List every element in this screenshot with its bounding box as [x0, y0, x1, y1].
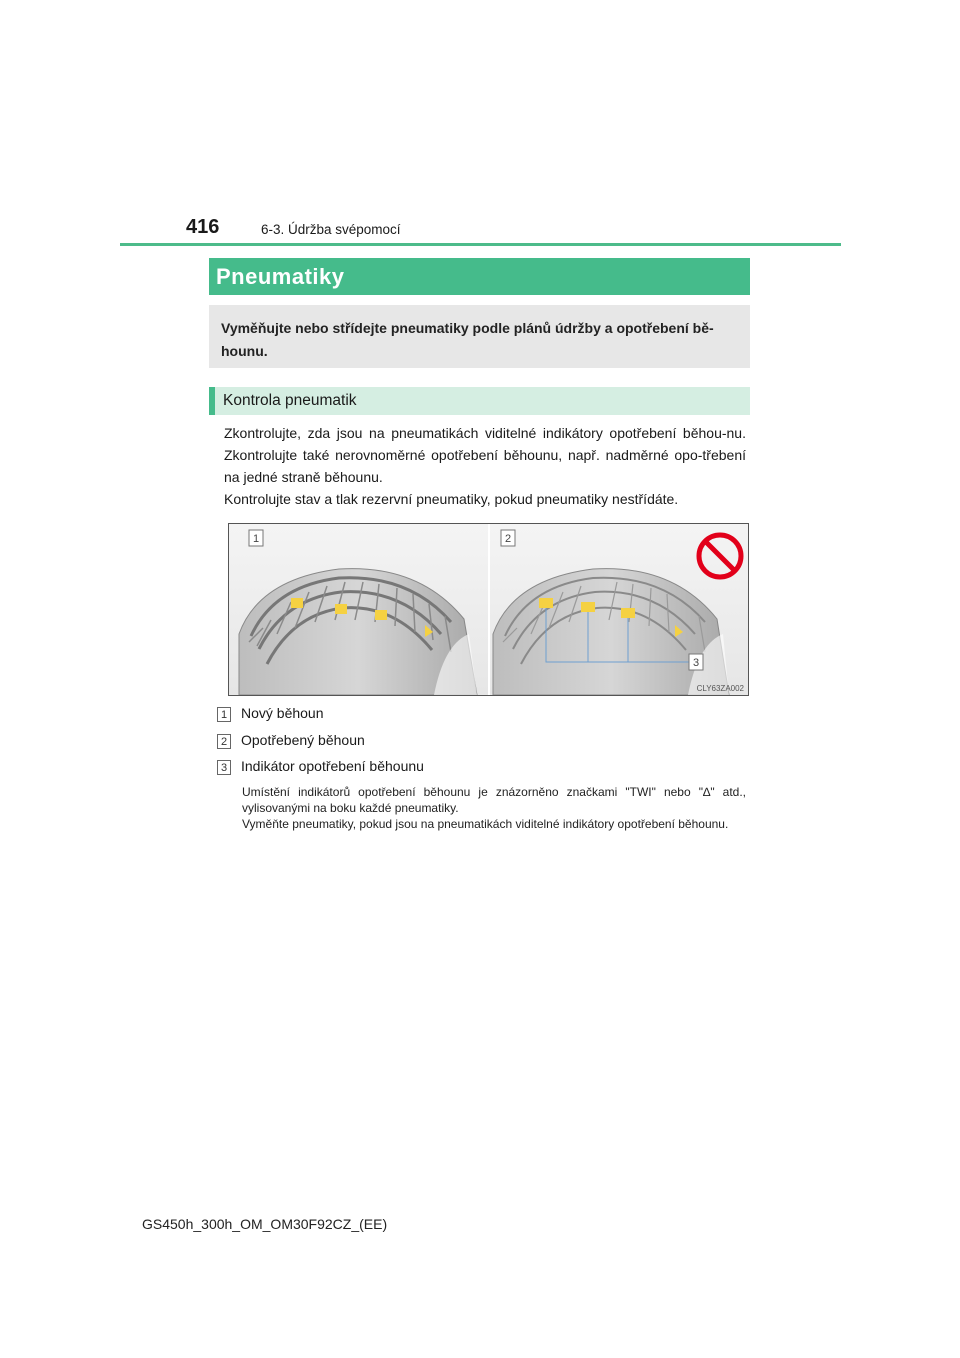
- legend-item-1: [217, 703, 324, 723]
- legend-item-2: [217, 730, 365, 750]
- tire-illustration: [229, 524, 748, 695]
- section-title: 6-3. Údržba svépomocí: [261, 222, 401, 237]
- body-paragraph-2: Kontrolujte stav a tlak rezervní pneumatiky, pokud pneumatiky nestřídáte.: [224, 491, 679, 507]
- intro-box: [209, 305, 750, 368]
- figure-code: CLY63ZA002: [696, 684, 744, 693]
- new-indicator-3: [375, 610, 387, 620]
- callout-2-label: 2: [504, 533, 512, 545]
- legend-label-2: Opotřebený běhoun: [241, 732, 365, 748]
- legend-label-3: Indikátor opotřebení běhounu: [241, 758, 424, 774]
- panel-divider: [488, 524, 490, 695]
- callout-3: [689, 654, 703, 670]
- legend-item-3: [217, 756, 424, 776]
- header-divider: [120, 243, 841, 246]
- legend-label-1: Nový běhoun: [241, 705, 324, 721]
- legend-num-1: 1: [217, 707, 231, 722]
- wear-indicator-note: [242, 784, 746, 832]
- body-text: [224, 422, 746, 510]
- worn-indicator-1: [539, 598, 553, 608]
- new-indicator-2: [335, 604, 347, 614]
- intro-text: Vyměňujte nebo střídejte pneumatiky podle plánů údržby a opotřebení bě-hounu.: [221, 320, 714, 359]
- worn-indicator-3: [621, 608, 635, 618]
- main-heading: Pneumatiky: [209, 258, 750, 295]
- callout-1-label: 1: [252, 533, 260, 545]
- note-line-1: Umístění indikátorů opotřebení běhounu je znázorněno značkami "TWI" nebo "∆" atd., vylisovanými na boku každé pneumatiky.: [242, 785, 746, 815]
- legend-num-2: 2: [217, 734, 231, 749]
- callout-3-label: 3: [692, 657, 700, 669]
- callout-1: [249, 530, 263, 546]
- sub-heading: Kontrola pneumatik: [209, 387, 750, 415]
- worn-indicator-2: [581, 602, 595, 612]
- body-paragraph-1: Zkontrolujte, zda jsou na pneumatikách viditelné indikátory opotřebení běhou-nu. Zkontrolujte také nerovnoměrné opotřebení běhounu, např. nadměrné opo-třebení na jedné straně běhounu.: [224, 425, 746, 485]
- page-number: 416: [186, 216, 220, 238]
- legend-num-3: 3: [217, 760, 231, 775]
- footer-doc-id: GS450h_300h_OM_OM30F92CZ_(EE): [142, 1216, 388, 1232]
- new-indicator-1: [291, 598, 303, 608]
- callout-2: [501, 530, 515, 546]
- note-line-2: Vyměňte pneumatiky, pokud jsou na pneumatikách viditelné indikátory opotřebení běhounu.: [242, 817, 729, 831]
- tire-tread-figure: [228, 523, 749, 696]
